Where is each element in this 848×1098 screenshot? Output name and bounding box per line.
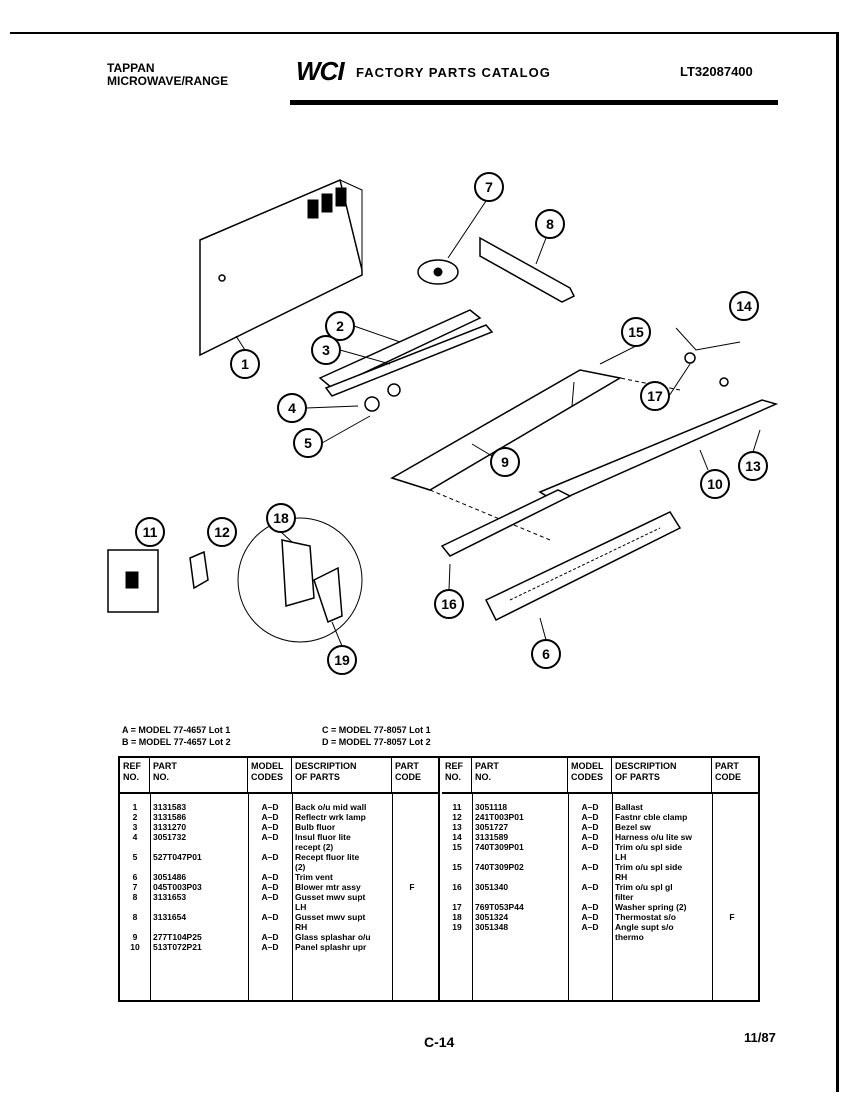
table-row xyxy=(120,852,438,872)
cell-code xyxy=(712,802,752,812)
cell-code xyxy=(712,922,752,942)
cell-model: A–D xyxy=(581,832,599,842)
callout-12 xyxy=(208,518,236,546)
cell-code xyxy=(712,832,752,842)
cell-code xyxy=(392,852,432,872)
cell-desc: Bezel sw xyxy=(615,822,651,832)
cell-ref: 17 xyxy=(452,902,462,912)
callout-13 xyxy=(739,452,767,480)
cell-desc: Angle supt s/o thermo xyxy=(615,922,674,942)
cell-ref: 11 xyxy=(452,802,462,812)
cell-model: A–D xyxy=(581,822,599,832)
cell-ref: 5 xyxy=(132,852,138,862)
table-body-right xyxy=(442,794,758,1002)
page-date: 11/87 xyxy=(744,1030,776,1045)
table-row xyxy=(442,842,758,862)
header-rule xyxy=(290,100,778,105)
cell-model: A–D xyxy=(581,842,599,852)
cell-desc: Blower mtr assy xyxy=(295,882,361,892)
table-row xyxy=(442,862,758,882)
svg-text:4: 4 xyxy=(288,400,296,416)
table-body-left xyxy=(120,794,438,1002)
cell-model: A–D xyxy=(261,892,279,902)
cell-model: A–D xyxy=(581,802,599,812)
cell-ref: 4 xyxy=(132,832,138,842)
svg-text:5: 5 xyxy=(304,435,312,451)
cell-code xyxy=(392,912,432,932)
cell-code: F xyxy=(409,882,415,892)
parts-table-right xyxy=(442,758,758,1000)
cell-desc: Gusset mwv supt LH xyxy=(295,892,366,912)
callout-4 xyxy=(278,394,306,422)
cell-ref: 16 xyxy=(452,882,462,892)
cell-ref: 7 xyxy=(132,882,138,892)
svg-text:11: 11 xyxy=(142,524,158,540)
cell-part: 3051486 xyxy=(153,872,187,882)
svg-text:8: 8 xyxy=(546,216,554,232)
cell-part: 3131653 xyxy=(153,892,187,902)
legend-a: A = MODEL 77-4657 Lot 1 xyxy=(122,725,231,735)
cell-code xyxy=(392,892,432,912)
page-number: C-14 xyxy=(424,1034,455,1050)
table-row xyxy=(120,882,438,892)
header-desc: DESCRIPTION OF PARTS xyxy=(292,758,392,792)
cell-desc: Thermostat s/o xyxy=(615,912,676,922)
cell-part: 527T047P01 xyxy=(153,852,202,862)
svg-text:18: 18 xyxy=(273,510,289,526)
cell-part: 513T072P21 xyxy=(153,942,202,952)
svg-text:3: 3 xyxy=(322,342,330,358)
cell-code xyxy=(392,942,432,952)
trim-filter xyxy=(442,490,570,556)
table-row xyxy=(120,932,438,942)
wci-logo: WCI xyxy=(296,56,344,86)
header-desc: DESCRIPTION OF PARTS xyxy=(612,758,712,792)
cell-model: A–D xyxy=(261,852,279,862)
cell-ref: 15 xyxy=(452,862,462,872)
callout-15 xyxy=(622,318,650,346)
svg-text:2: 2 xyxy=(336,318,344,334)
cell-code xyxy=(392,812,432,822)
cell-model: A–D xyxy=(581,902,599,912)
cell-ref: 12 xyxy=(452,812,462,822)
cell-desc: Trim o/u spl side RH xyxy=(615,862,683,882)
cell-ref: 19 xyxy=(452,922,462,932)
wire-harness xyxy=(676,328,740,386)
header-model: MODEL CODES xyxy=(248,758,292,792)
table-row xyxy=(120,942,438,952)
cell-part: 241T003P01 xyxy=(475,812,524,822)
svg-text:19: 19 xyxy=(334,652,350,668)
gusset-support xyxy=(480,238,574,302)
cell-model: A–D xyxy=(261,942,279,952)
angle-support xyxy=(314,568,342,622)
header-ref: REF NO. xyxy=(442,758,472,792)
svg-text:6: 6 xyxy=(542,646,550,662)
cell-desc: Trim vent xyxy=(295,872,333,882)
cell-code xyxy=(392,932,432,942)
brand-line-1: TAPPAN xyxy=(107,61,155,75)
svg-text:7: 7 xyxy=(485,179,493,195)
cell-code xyxy=(712,902,752,912)
table-row xyxy=(120,892,438,912)
cell-part: 3051732 xyxy=(153,832,187,842)
cell-model: A–D xyxy=(261,882,279,892)
cell-model: A–D xyxy=(261,932,279,942)
cell-part: 045T003P03 xyxy=(153,882,202,892)
cell-ref: 18 xyxy=(452,912,462,922)
callout-19 xyxy=(328,646,356,674)
callout-6 xyxy=(532,640,560,668)
parts-table xyxy=(118,756,760,1002)
svg-text:1: 1 xyxy=(241,356,249,372)
table-row xyxy=(442,822,758,832)
header-code: PART CODE xyxy=(395,761,422,782)
cell-desc: Insul fluor lite recept (2) xyxy=(295,832,351,852)
document-number: LT32087400 xyxy=(680,64,753,79)
callout-11 xyxy=(136,518,164,546)
exploded-parts-diagram xyxy=(100,160,800,690)
header-code: PART CODE xyxy=(715,761,742,782)
callout-5 xyxy=(294,429,322,457)
cell-model: A–D xyxy=(261,802,279,812)
cell-code xyxy=(712,812,752,822)
brand-line-2: MICROWAVE/RANGE xyxy=(107,74,229,88)
cell-desc: Glass splashar o/u xyxy=(295,932,371,942)
table-row xyxy=(442,902,758,912)
table-row xyxy=(120,812,438,822)
cell-part: 3051340 xyxy=(475,882,509,892)
svg-text:17: 17 xyxy=(647,388,663,404)
callout-10 xyxy=(701,470,729,498)
cell-model: A–D xyxy=(581,912,599,922)
cell-code xyxy=(392,822,432,832)
cell-model: A–D xyxy=(261,912,279,922)
callout-3 xyxy=(312,336,340,364)
header-part: PART NO. xyxy=(150,758,248,792)
cell-model: A–D xyxy=(581,922,599,932)
cell-desc: Harness o/u lite sw xyxy=(615,832,692,842)
cell-code xyxy=(392,872,432,882)
cell-model: A–D xyxy=(581,812,599,822)
legend-b: B = MODEL 77-4657 Lot 2 xyxy=(122,737,231,747)
cell-part: 3131589 xyxy=(475,832,509,842)
callout-18 xyxy=(267,504,295,532)
callout-14 xyxy=(730,292,758,320)
callout-16 xyxy=(435,590,463,618)
cell-ref: 3 xyxy=(132,822,138,832)
svg-text:10: 10 xyxy=(707,476,723,492)
table-row xyxy=(442,832,758,842)
table-header xyxy=(120,758,438,794)
thermostat xyxy=(282,540,314,606)
cell-ref: 1 xyxy=(132,802,138,812)
cell-code xyxy=(712,862,752,882)
header-ref: REF NO. xyxy=(120,758,150,792)
cell-code xyxy=(392,832,432,852)
cell-desc: Ballast xyxy=(615,802,643,812)
legend-c: C = MODEL 77-8057 Lot 1 xyxy=(322,725,431,735)
table-row xyxy=(442,912,758,922)
cell-model: A–D xyxy=(261,822,279,832)
table-row xyxy=(120,802,438,812)
svg-text:16: 16 xyxy=(441,596,457,612)
callout-17 xyxy=(641,382,669,410)
cell-desc: Back o/u mid wall xyxy=(295,802,367,812)
cell-ref: 8 xyxy=(132,912,138,922)
cell-ref: 13 xyxy=(452,822,462,832)
callout-9 xyxy=(491,448,519,476)
cell-ref: 8 xyxy=(132,892,138,902)
header-part: PART NO. xyxy=(472,758,568,792)
table-row xyxy=(442,802,758,812)
table-row xyxy=(120,872,438,882)
svg-text:14: 14 xyxy=(736,298,752,314)
cable-clamp xyxy=(190,552,208,588)
cell-part: 3131586 xyxy=(153,812,187,822)
svg-text:13: 13 xyxy=(745,458,761,474)
table-row xyxy=(442,922,758,942)
svg-text:12: 12 xyxy=(214,524,230,540)
cell-code xyxy=(712,882,752,902)
callout-1 xyxy=(231,350,259,378)
table-row xyxy=(442,812,758,822)
model-legend xyxy=(122,724,522,748)
cell-code xyxy=(392,802,432,812)
table-row xyxy=(442,882,758,902)
page-frame-right xyxy=(836,32,839,1092)
table-row xyxy=(120,832,438,852)
cell-desc: Bulb fluor xyxy=(295,822,336,832)
cell-ref: 6 xyxy=(132,872,138,882)
table-row xyxy=(120,912,438,932)
cell-part: 3051118 xyxy=(475,802,508,812)
cell-desc: Recept fluor lite (2) xyxy=(295,852,360,872)
cell-part: 740T309P01 xyxy=(475,842,524,852)
page-frame-top xyxy=(10,32,838,34)
cell-code xyxy=(712,822,752,832)
svg-text:9: 9 xyxy=(501,454,509,470)
cell-ref: 10 xyxy=(130,942,140,952)
cell-part: 3131654 xyxy=(153,912,187,922)
table-split xyxy=(438,758,440,1000)
cell-part: 277T104P25 xyxy=(153,932,202,942)
cell-part: 3051727 xyxy=(475,822,509,832)
cell-ref: 9 xyxy=(132,932,138,942)
cell-part: 3131583 xyxy=(153,802,187,812)
brand-block xyxy=(107,62,228,88)
cell-ref: 15 xyxy=(452,842,462,852)
cell-model: A–D xyxy=(261,812,279,822)
callout-8 xyxy=(536,210,564,238)
cell-desc: Trim o/u spl gl filter xyxy=(615,882,673,902)
callout-7 xyxy=(475,173,503,201)
cell-ref: 14 xyxy=(452,832,462,842)
cell-desc: Trim o/u spl side LH xyxy=(615,842,683,862)
cell-model: A–D xyxy=(581,882,599,892)
cell-part: 769T053P44 xyxy=(475,902,524,912)
header-model: MODEL CODES xyxy=(568,758,612,792)
cell-desc: Fastnr cble clamp xyxy=(615,812,688,822)
legend-d: D = MODEL 77-8057 Lot 2 xyxy=(322,737,431,747)
cell-part: 3051324 xyxy=(475,912,509,922)
cell-desc: Panel splashr upr xyxy=(295,942,367,952)
cell-ref: 2 xyxy=(132,812,138,822)
cell-part: 740T309P02 xyxy=(475,862,524,872)
cell-desc: Washer spring (2) xyxy=(615,902,687,912)
cell-model: A–D xyxy=(261,872,279,882)
cell-model: A–D xyxy=(581,862,599,872)
svg-text:15: 15 xyxy=(628,324,644,340)
cell-code xyxy=(712,842,752,862)
cell-desc: Reflectr wrk lamp xyxy=(295,812,366,822)
cell-part: 3051348 xyxy=(475,922,509,932)
cell-code: F xyxy=(729,912,735,922)
cell-desc: Gusset mwv supt RH xyxy=(295,912,366,932)
cell-part: 3131270 xyxy=(153,822,187,832)
cell-model: A–D xyxy=(261,832,279,842)
lamp-socket xyxy=(365,397,379,411)
catalog-title: FACTORY PARTS CATALOG xyxy=(356,65,551,80)
parts-table-left xyxy=(120,758,438,1000)
trim-vent xyxy=(486,512,680,620)
table-row xyxy=(120,822,438,832)
table-header xyxy=(442,758,758,794)
splasher-panel xyxy=(540,400,776,502)
